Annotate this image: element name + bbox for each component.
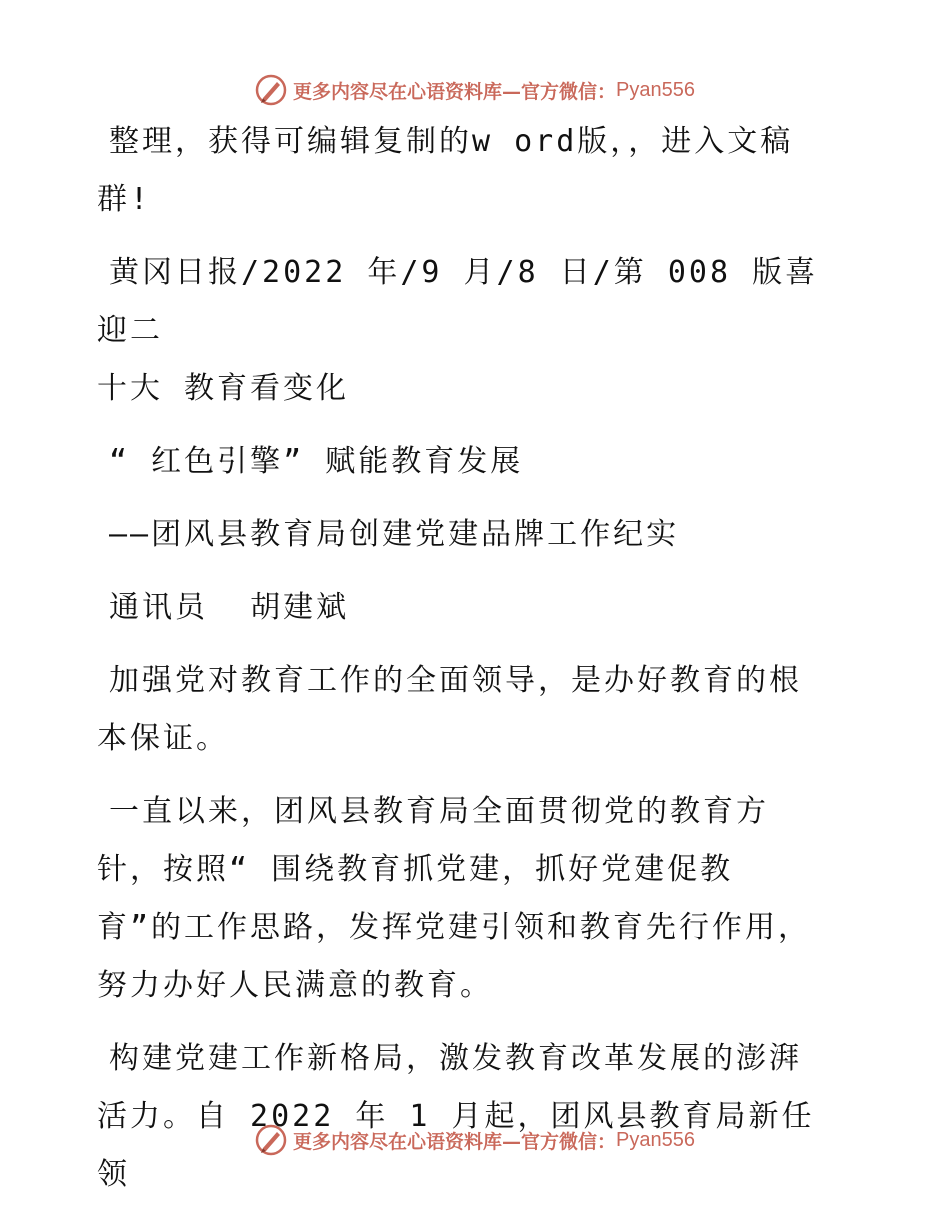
- paragraph-intro: [97, 113, 837, 229]
- paragraph-line: “ 红色引擎” 赋能教育发展: [109, 444, 524, 479]
- paragraph-body-2: [97, 783, 837, 1015]
- paragraph-line: 本保证。: [97, 721, 229, 756]
- paragraph-line: 通讯员 胡建斌: [109, 590, 350, 625]
- paragraph-line: 十大 教育看变化: [97, 371, 350, 406]
- paragraph-line: 群!: [97, 182, 152, 217]
- paragraph-line: 针，按照“ 围绕教育抓党建，抓好党建促教: [97, 852, 734, 887]
- article-byline: [97, 579, 837, 637]
- paragraph-line: 构建党建工作新格局，激发教育改革发展的澎湃: [109, 1041, 802, 1076]
- paragraph-line: 育”的工作思路，发挥党建引领和教育先行作用，: [97, 910, 812, 945]
- pen-logo-icon: [255, 74, 287, 106]
- header-banner: [0, 70, 950, 110]
- document-body: [97, 113, 837, 1219]
- footer-banner-wechat-id: Pyan556: [616, 1128, 695, 1151]
- paragraph-line: 整理，获得可编辑复制的w ord版，，进入文稿: [109, 124, 794, 159]
- paragraph-line: 加强党对教育工作的全面领导，是办好教育的根: [109, 663, 802, 698]
- footer-banner: [0, 1120, 950, 1160]
- paragraph-line: ——团风县教育局创建党建品牌工作纪实: [109, 517, 680, 552]
- footer-banner-text: 更多内容尽在心语资料库—官方微信：: [293, 1130, 617, 1153]
- article-subtitle: [97, 506, 837, 564]
- article-title: [97, 433, 837, 491]
- paragraph-line: 活力。自 2022 年 1 月起，团风县教育局新任领: [97, 1099, 815, 1192]
- paragraph-body-1: [97, 652, 837, 768]
- pen-logo-icon: [255, 1124, 287, 1156]
- paragraph-line: 一直以来，团风县教育局全面贯彻党的教育方: [109, 794, 769, 829]
- header-banner-wechat-id: Pyan556: [616, 78, 695, 101]
- paragraph-line: 黄冈日报/2022 年/9 月/8 日/第 008 版喜迎二: [97, 255, 819, 348]
- paragraph-body-3: [97, 1030, 837, 1204]
- header-banner-text: 更多内容尽在心语资料库—官方微信：: [293, 80, 617, 103]
- paragraph-line: 努力办好人民满意的教育。: [97, 968, 493, 1003]
- paragraph-source: [97, 244, 837, 418]
